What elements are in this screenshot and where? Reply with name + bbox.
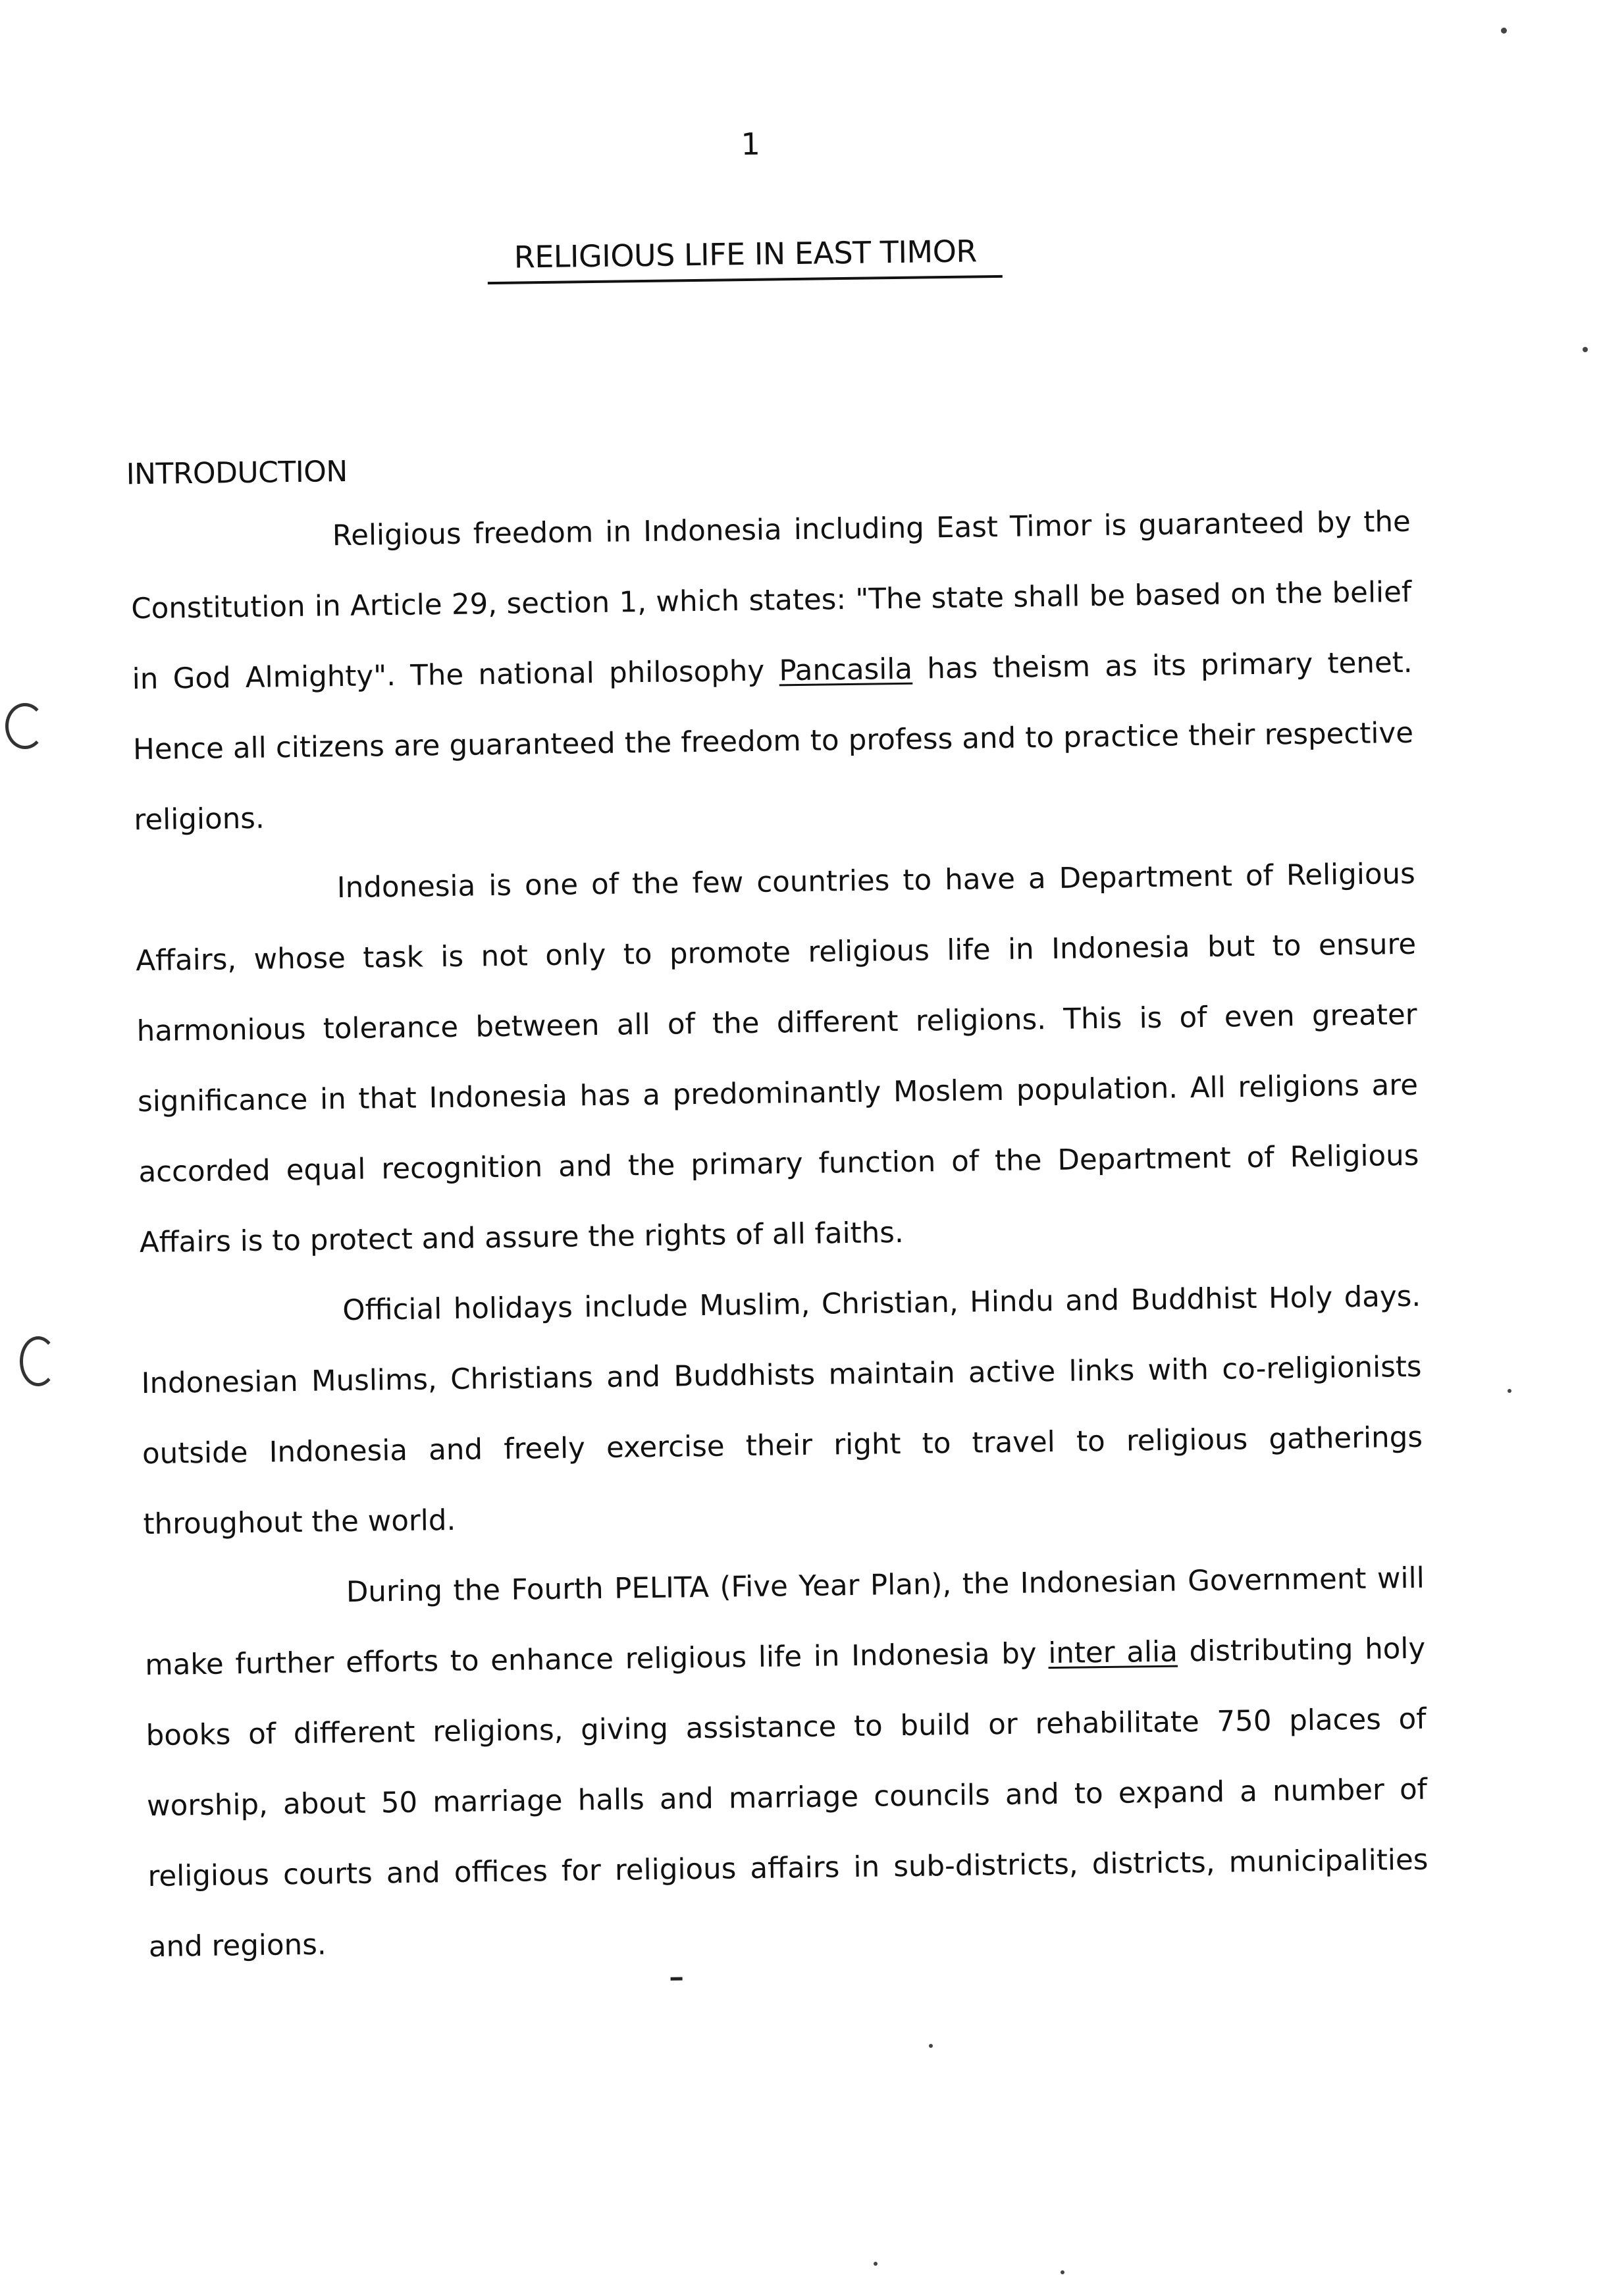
paragraph-pelita	[144, 1544, 1429, 1983]
paragraph-religious-freedom	[130, 487, 1415, 856]
paragraph-text: During the Fourth PELITA (Five Year Plan), the Indonesian Government will make further efforts to enhance religious life in Indonesia by	[144, 1561, 1425, 1683]
paragraph-text: has theism as its primary tenet. Hence all citizens are guaranteed the freedom to profess and to practice their respective religions.	[132, 646, 1414, 837]
paragraph-text: distributing holy books of different religions, giving assistance to build or rehabilitate 750 places of worship, about 50 marriage halls and marriage councils and to expand a number of religious courts and offices for religious affairs in sub-districts, districts, municipalities and regions.	[145, 1632, 1429, 1964]
paragraph-text: Indonesia is one of the few countries to have a Department of Religious Affairs, whose task is not only to promote religious life in Indonesia but to ensure harmonious tolerance between all of the different religions. This is of even greater significance in that Indonesia has a predominantly Moslem population. All religions are accorded equal recognition and the primary function of the Department of Religious Affairs is to protect and assure the rights of all faiths.	[135, 857, 1419, 1260]
paragraph-holidays	[140, 1262, 1424, 1560]
document-title: RELIGIOUS LIFE IN EAST TIMOR	[513, 233, 978, 275]
paragraph-text: Official holidays include Muslim, Christian, Hindu and Buddhist Holy days. Indonesian Muslims, Christians and Buddhists maintain active links with co-religionists outside Indonesia and freely exercise their right to travel to religious gatherings throughout the world.	[141, 1280, 1423, 1542]
scan-speck	[1501, 28, 1507, 34]
punch-hole-mark	[5, 703, 45, 749]
scan-speck	[929, 2044, 933, 2048]
scan-speck	[1061, 2270, 1064, 2274]
punch-hole-mark	[20, 1336, 57, 1386]
inter-alia-term: inter alia	[1047, 1635, 1178, 1671]
paragraph-religious-affairs	[134, 839, 1420, 1278]
section-heading: INTRODUCTION	[126, 454, 348, 492]
page-number: 1	[741, 126, 761, 163]
pancasila-term: Pancasila	[779, 652, 913, 688]
bottom-dash-mark	[671, 1977, 683, 1980]
paragraph-text: Religious freedom in Indonesia including East Timor is guaranteed by the Constitution in Article 29, section 1, which states: "The state shall be based on the belief in God Almighty". The national philosophy	[130, 505, 1412, 696]
title-underline	[488, 275, 1003, 284]
scan-speck	[874, 2262, 878, 2266]
body-text	[130, 487, 1429, 1983]
scan-speck	[1583, 347, 1588, 352]
scan-speck	[1508, 1389, 1511, 1393]
